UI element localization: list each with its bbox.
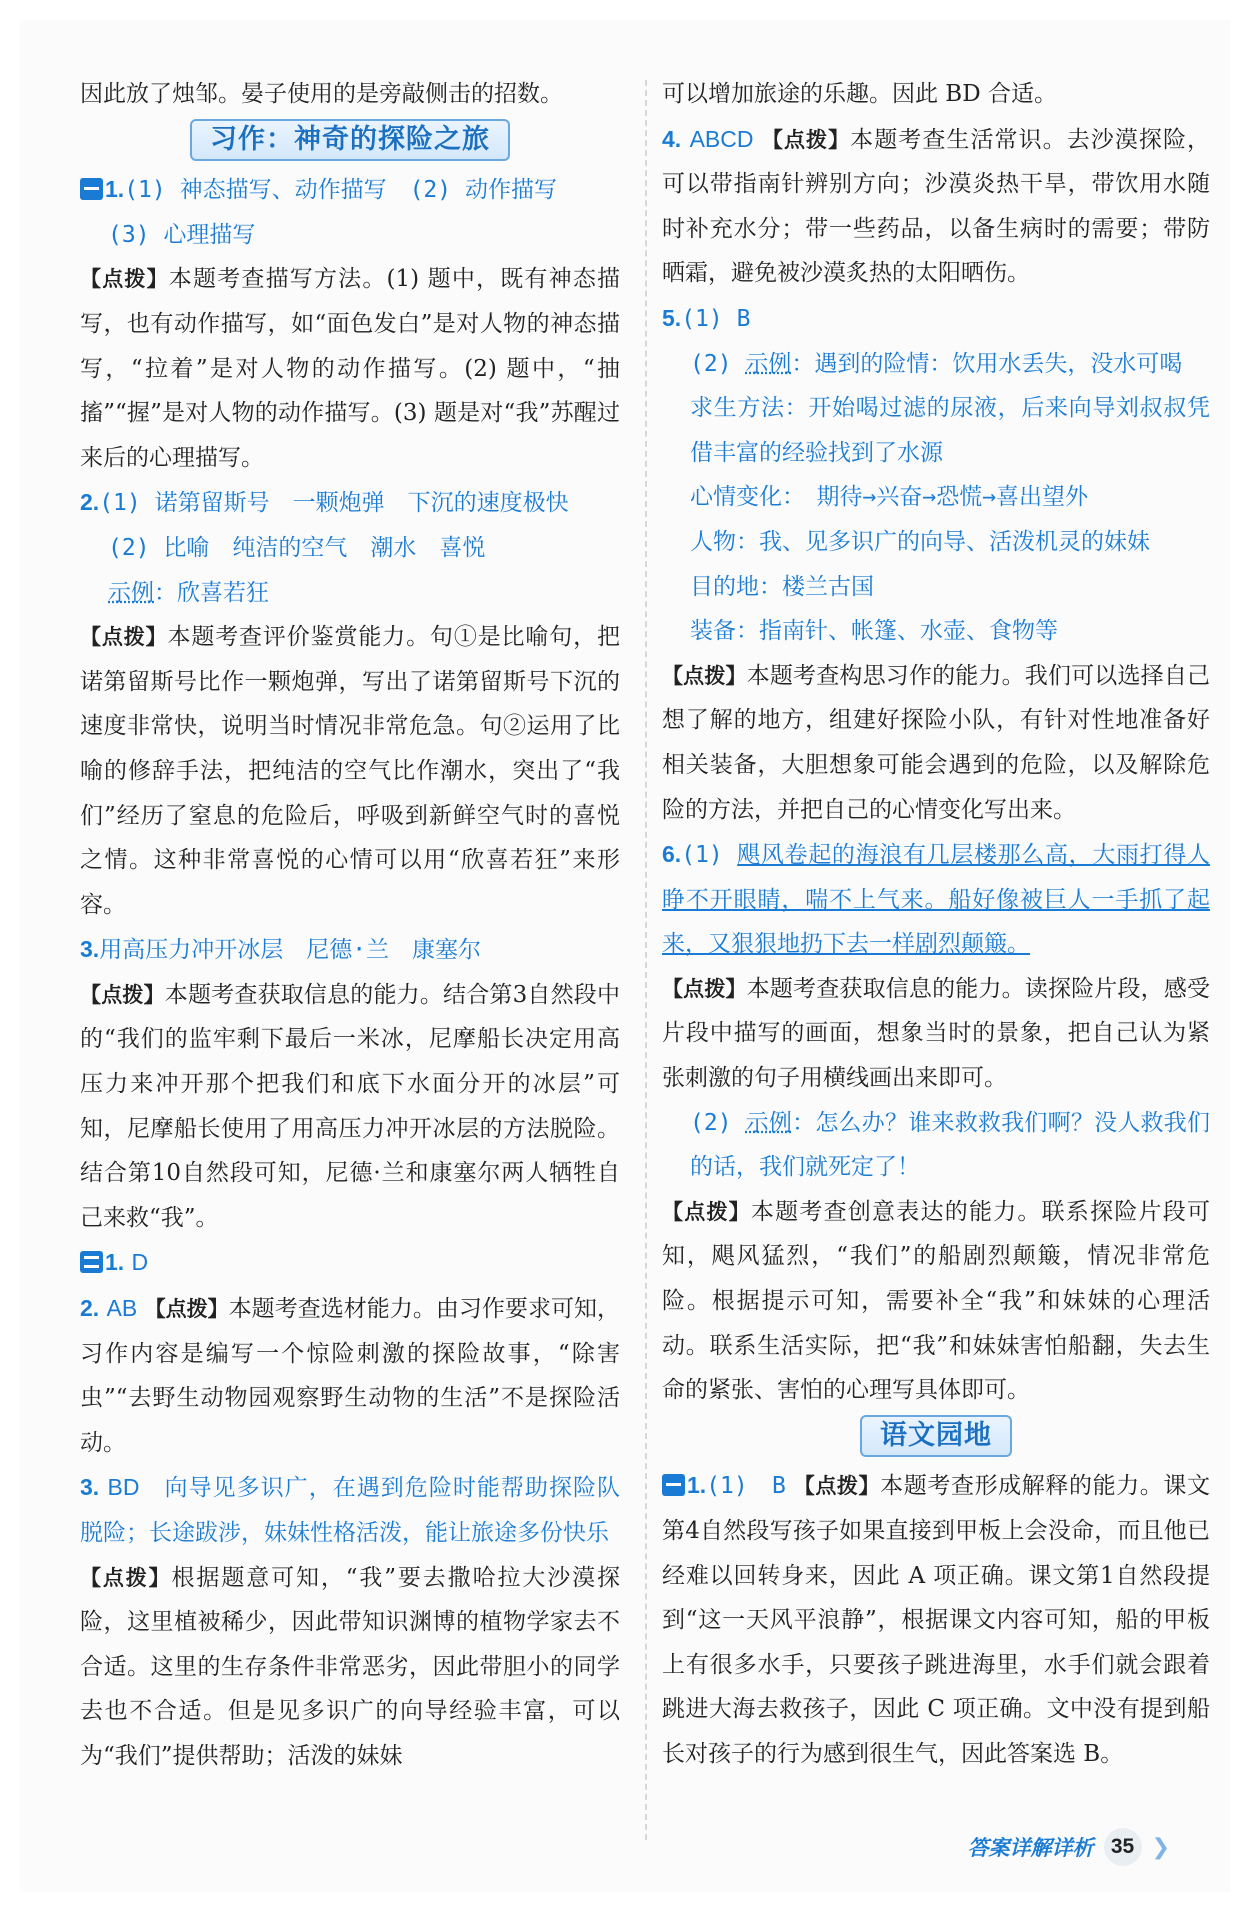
intro-text: 因此放了烛邹。晏子使用的是旁敲侧击的招数。 bbox=[80, 81, 563, 107]
column-divider bbox=[645, 80, 647, 1840]
q5-explanation: 【点拨】本题考查构思习作的能力。我们可以选择自己想了解的地方，组建好探险小队，有针对性地准备好相关装备，大胆想象可能会遇到的危险，以及解除危险的方法，并把自己的心情变化写出来。 bbox=[662, 662, 1211, 823]
section-banner-garden: 语文园地 bbox=[860, 1415, 1012, 1457]
q6-answer-2: (2) 示例：怎么办？谁来救救我们啊？没人救我们的话，我们就死定了！ bbox=[690, 1109, 1211, 1181]
s1-q3-answer: 3.用高压力冲开冰层 尼德·兰 康塞尔 bbox=[80, 936, 482, 964]
section-banner-writing: 习作：神奇的探险之旅 bbox=[190, 119, 510, 161]
q5-answer-6: 目的地：楼兰古国 bbox=[690, 573, 874, 600]
chevron-right-icon: ❯ bbox=[1151, 1834, 1170, 1860]
q4-answer: 4. ABCD 【点拨】本题考查生活常识。去沙漠探险，可以带指南针辨别方向；沙漠炎热干旱，带饮用水随时补充水分；带一些药品，以备生病时的需要；带防晒霜，避免被沙漠炙热的太阳晒伤。 bbox=[662, 125, 1211, 287]
s1-q1-answer: 1.(1) 神态描写、动作描写 (2) 动作描写 bbox=[80, 167, 620, 213]
q5-answer-4: 心情变化： 期待→兴奋→恐慌→喜出望外 bbox=[690, 484, 1089, 511]
q5-answer-2: (2) 示例：遇到的险情：饮用水丢失，没水可喝 bbox=[690, 350, 1183, 377]
s1-q3-explanation: 【点拨】本题考查获取信息的能力。结合第3自然段中的“我们的监牢剩下最后一米冰，尼摩船长决定用高压力来冲开那个把我们和底下水面分开的冰层”可知，尼摩船长使用了用高压力冲开冰层的方法脱险。结合第10自然段可知，尼德·兰和康塞尔两人牺牲自己来救“我”。 bbox=[80, 981, 621, 1231]
page-number: 35 bbox=[1104, 1828, 1142, 1866]
section-two-icon bbox=[80, 1251, 103, 1273]
s2-q3-answer: 3. BD 向导见多识广，在遇到危险时能帮助探险队脱险；长途跋涉，妹妹性格活泼，能让旅途多份快乐 bbox=[80, 1474, 621, 1546]
q6-answer: 6.(1) 飓风卷起的海浪有几层楼那么高，大雨打得人睁不开眼睛，喘不上气来。船好像被巨人一手抓了起来，又狠狠地扔下去一样剧烈颠簸。 bbox=[662, 841, 1211, 958]
garden-q1-answer: 1.(1) B 【点拨】本题考查形成解释的能力。课文第4自然段写孩子如果直接到甲板上会没命，而且他已经难以回转身来，因此 A 项正确。课文第1自然段提到“这一天风平浪静”，根据课文内容可知，船的甲板上有很多水手，只要孩子跳进海里，水手们就会跟着跳进大海去救孩子，因此 C 项正确。文中没有提到船长对孩子的行为感到很生气，因此答案选 B。 bbox=[662, 1472, 1211, 1767]
s2-q3-explanation: 【点拨】根据题意可知，“我”要去撒哈拉大沙漠探险，这里植被稀少，因此带知识渊博的植物学家去不合适。这里的生存条件非常恶劣，因此带胆小的同学去也不合适。但是见多识广的向导经验丰富，可以为“我们”提供帮助；活泼的妹妹 bbox=[80, 1564, 620, 1769]
q5-answer: 5.(1) B bbox=[662, 304, 751, 332]
section-one-icon bbox=[662, 1474, 685, 1496]
s1-q2-explanation: 【点拨】本题考查评价鉴赏能力。句①是比喻句，把诺第留斯号比作一颗炮弹，写出了诺第留斯号下沉的速度非常快，说明当时情况非常危急。句②运用了比喻的修辞手法，把纯洁的空气比作潮水，突出了“我们”经历了窒息的危险后，呼吸到新鲜空气时的喜悦之情。这种非常喜悦的心情可以用“欣喜若狂”来形容。 bbox=[80, 624, 621, 918]
s2-q2-answer: 2. AB 【点拨】本题考查选材能力。由习作要求可知，习作内容是编写一个惊险刺激的探险故事，“除害虫”“去野生动物园观察野生动物的生活”不是探险活动。 bbox=[80, 1295, 621, 1456]
right-column bbox=[662, 72, 1210, 1777]
section-one-icon bbox=[80, 178, 103, 200]
q6-explanation-1: 【点拨】本题考查获取信息的能力。读探险片段，感受片段中描写的画面，想象当时的景象，把自己认为紧张刺激的句子用横线画出来即可。 bbox=[662, 975, 1211, 1092]
q6-explanation-2: 【点拨】本题考查创意表达的能力。联系探险片段可知，飓风猛烈，“我们”的船剧烈颠簸，情况非常危险。根据提示可知，需要补全“我”和妹妹的心理活动。联系生活实际，把“我”和妹妹害怕船翻，失去生命的紧张、害怕的心理写具体即可。 bbox=[662, 1198, 1211, 1404]
left-column bbox=[80, 72, 620, 1779]
q5-answer-5: 人物：我、见多识广的向导、活泼机灵的妹妹 bbox=[690, 528, 1150, 555]
s1-q2-answer: 2.(1) 诺第留斯号 一颗炮弹 下沉的速度极快 bbox=[80, 489, 569, 517]
s1-q1-answer-2: (3) 心理描写 bbox=[108, 221, 256, 248]
s2-q1-answer: 1. D bbox=[80, 1240, 620, 1286]
page bbox=[20, 20, 1230, 1892]
q5-answer-3: 求生方法：开始喝过滤的尿液，后来向导刘叔叔凭借丰富的经验找到了水源 bbox=[690, 395, 1210, 466]
s1-q1-explanation: 【点拨】本题考查描写方法。(1) 题中，既有神态描写，也有动作描写，如“面色发白”是对人物的神态描写，“拉着”是对人物的动作描写。(2) 题中，“抽搐”“握”是对人物的动作描写。(3) 题是对“我”苏醒过来后的心理描写。 bbox=[80, 266, 621, 471]
q5-answer-7: 装备：指南针、帐篷、水壶、食物等 bbox=[690, 618, 1058, 645]
s1-q2-answer-2: (2) 比喻 纯洁的空气 潮水 喜悦 bbox=[108, 534, 486, 561]
s1-q2-answer-3: 示例：欣喜若狂 bbox=[108, 579, 269, 606]
page-footer bbox=[968, 1828, 1170, 1866]
continuation-text: 可以增加旅途的乐趣。因此 BD 合适。 bbox=[662, 81, 1057, 107]
footer-label: 答案详解详析 bbox=[967, 1836, 1094, 1860]
